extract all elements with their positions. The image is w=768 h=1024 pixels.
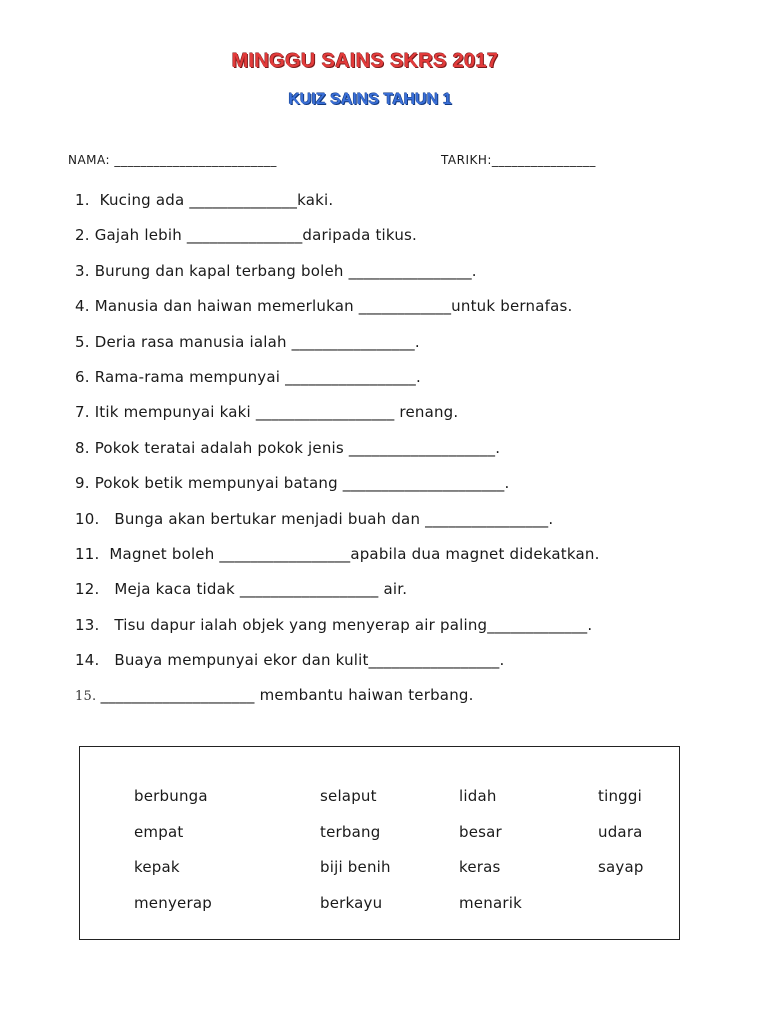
question-number: 1. (75, 191, 100, 209)
name-field: NAMA: _________________________ (68, 153, 277, 167)
question-text: Buaya mempunyai ekor dan kulit_________________. (114, 651, 505, 670)
question-item (75, 579, 715, 614)
question-item (75, 261, 715, 296)
word-bank-item: empat (134, 822, 184, 841)
question-number: 15. (75, 689, 101, 705)
word-bank-item: udara (598, 822, 643, 841)
question-text: ____________________ membantu haiwan terbang. (100, 686, 474, 705)
word-bank-item: selaput (320, 787, 377, 805)
question-number: 9. (75, 474, 95, 493)
word-bank-item: kepak (134, 858, 180, 876)
question-item (75, 225, 715, 260)
question-item (75, 509, 715, 544)
date-field: TARIKH:________________ (441, 153, 596, 167)
question-item (75, 402, 715, 437)
page-subtitle: KUIZ SAINS TAHUN 1 (288, 91, 452, 108)
word-bank-item: menarik (459, 893, 522, 912)
word-bank-item: biji benih (320, 858, 391, 876)
question-text: Gajah lebih _______________daripada tikus. (94, 226, 418, 245)
word-bank-row (134, 823, 674, 859)
question-number: 13. (75, 615, 115, 634)
question-item (75, 296, 715, 331)
question-item (75, 473, 715, 508)
question-text: Itik mempunyai kaki __________________ renang. (94, 403, 459, 422)
word-bank-item: terbang (320, 822, 381, 841)
question-number: 10. (75, 509, 115, 528)
question-number: 6. (75, 367, 95, 386)
question-number: 4. (75, 297, 95, 316)
word-bank-item: lidah (459, 787, 497, 805)
question-text: Kucing ada ______________kaki. (99, 191, 334, 209)
question-text: Pokok teratai adalah pokok jenis ___________________. (94, 438, 501, 457)
question-number: 12. (75, 580, 115, 599)
question-text: Rama-rama mempunyai _________________. (94, 367, 421, 386)
question-number: 3. (75, 261, 95, 280)
word-bank-item: sayap (598, 858, 644, 876)
question-item (75, 650, 715, 685)
question-text: Pokok betik mempunyai batang _____________________. (94, 474, 510, 493)
question-item (75, 615, 715, 650)
question-text: Manusia dan haiwan memerlukan ____________untuk bernafas. (94, 297, 573, 316)
word-bank-item: tinggi (598, 787, 642, 805)
question-number: 14. (75, 651, 115, 670)
question-item (75, 332, 715, 367)
question-text: Magnet boleh _________________apabila dua magnet didekatkan. (109, 544, 600, 563)
word-bank-item: besar (459, 822, 502, 841)
question-text: Burung dan kapal terbang boleh ________________. (94, 261, 477, 280)
question-text: Meja kaca tidak __________________ air. (114, 580, 408, 599)
question-list (75, 190, 715, 721)
word-bank-item: keras (459, 858, 501, 876)
question-number: 11. (75, 544, 110, 563)
question-number: 8. (75, 438, 95, 457)
question-item (75, 190, 715, 225)
page-title: MINGGU SAINS SKRS 2017 (231, 50, 499, 72)
question-number: 5. (75, 332, 95, 351)
question-item (75, 544, 715, 579)
question-number: 2. (75, 226, 95, 245)
word-bank-item: menyerap (134, 893, 212, 912)
word-bank-item: berbunga (134, 787, 208, 805)
word-bank-row (134, 894, 674, 930)
word-bank-item: berkayu (320, 893, 383, 912)
question-text: Bunga akan bertukar menjadi buah dan ________________. (114, 509, 554, 528)
word-bank-row (134, 858, 674, 894)
question-text: Tisu dapur ialah objek yang menyerap air paling_____________. (114, 615, 593, 634)
word-bank-row (134, 787, 674, 823)
question-item (75, 367, 715, 402)
question-number: 7. (75, 403, 95, 422)
question-item (75, 438, 715, 473)
word-bank-grid (134, 787, 674, 929)
word-bank-box (79, 746, 680, 940)
question-item (75, 685, 715, 720)
question-text: Deria rasa manusia ialah ________________. (94, 332, 420, 351)
